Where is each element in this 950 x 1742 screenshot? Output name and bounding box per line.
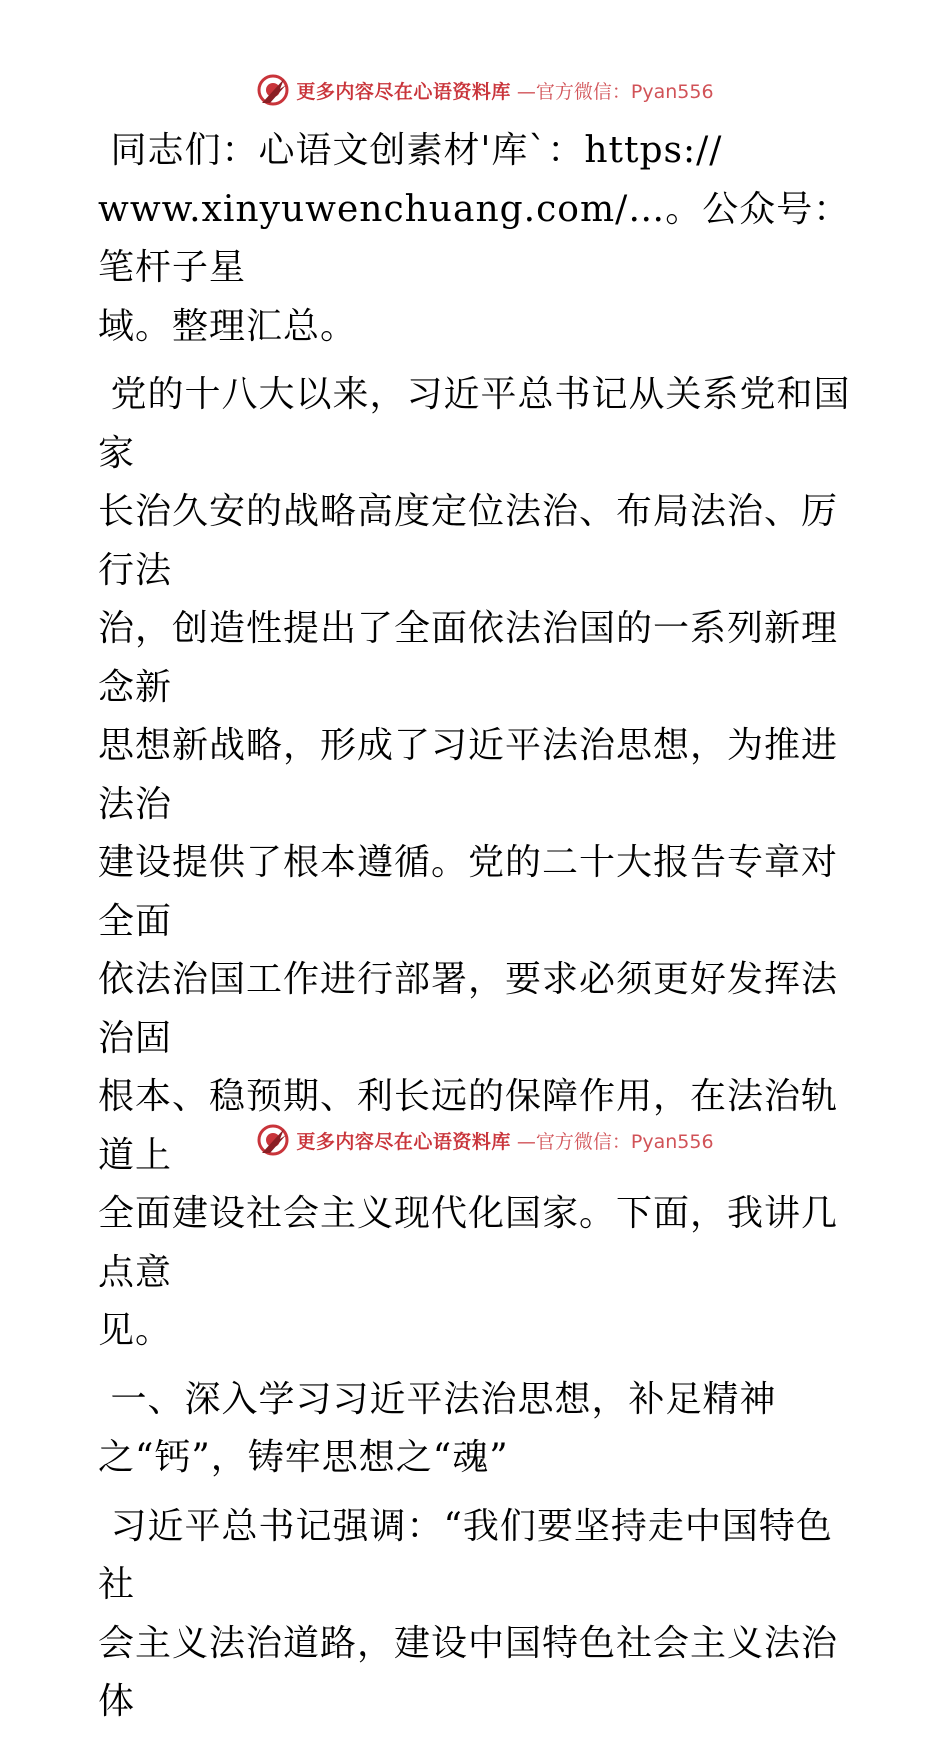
header-banner xyxy=(0,70,950,110)
header-banner-contact: —官方微信：Pyan556 xyxy=(516,80,714,103)
footer-banner-content xyxy=(256,1123,713,1157)
section-heading-1: 一、深入学习习近平法治思想，补足精神 之“钙”，铸牢思想之“魂” xyxy=(98,1378,777,1478)
header-banner-text: 更多内容尽在心语资料库 xyxy=(296,80,511,103)
paragraph-2: 党的十八大以来，习近平总书记从关系党和国家 长治久安的战略高度定位法治、布局法治、厉行法 治，创造性提出了全面依法治国的一系列新理念新 思想新战略，形成了习近平法治思想，为推进法治 建设提供了根本遵循。党的二十大报告专章对全面 依法治国工作进行部署，要求必须更好发挥法治固 根本、稳预期、利长远的保障作用，在法治轨道上 全面建设社会主义现代化国家。下面，我讲几点意 见。 xyxy=(98,374,851,1351)
header-banner-content xyxy=(256,73,713,107)
paragraph-3: 习近平总书记强调：“我们要坚持走中国特色社 会主义法治道路，建设中国特色社会主义法治体 xyxy=(98,1505,839,1722)
footer-banner-contact: —官方微信：Pyan556 xyxy=(516,1130,714,1153)
footer-banner-text: 更多内容尽在心语资料库 xyxy=(296,1130,511,1153)
document-body xyxy=(98,122,858,1742)
footer-banner xyxy=(0,1120,950,1160)
quill-logo-icon xyxy=(256,73,290,107)
quill-logo-icon xyxy=(256,1123,290,1157)
paragraph-1: 同志们：心语文创素材'库`：https:// www.xinyuwenchuang.com/…。公众号：笔杆子星 域。整理汇总。 xyxy=(98,130,851,347)
